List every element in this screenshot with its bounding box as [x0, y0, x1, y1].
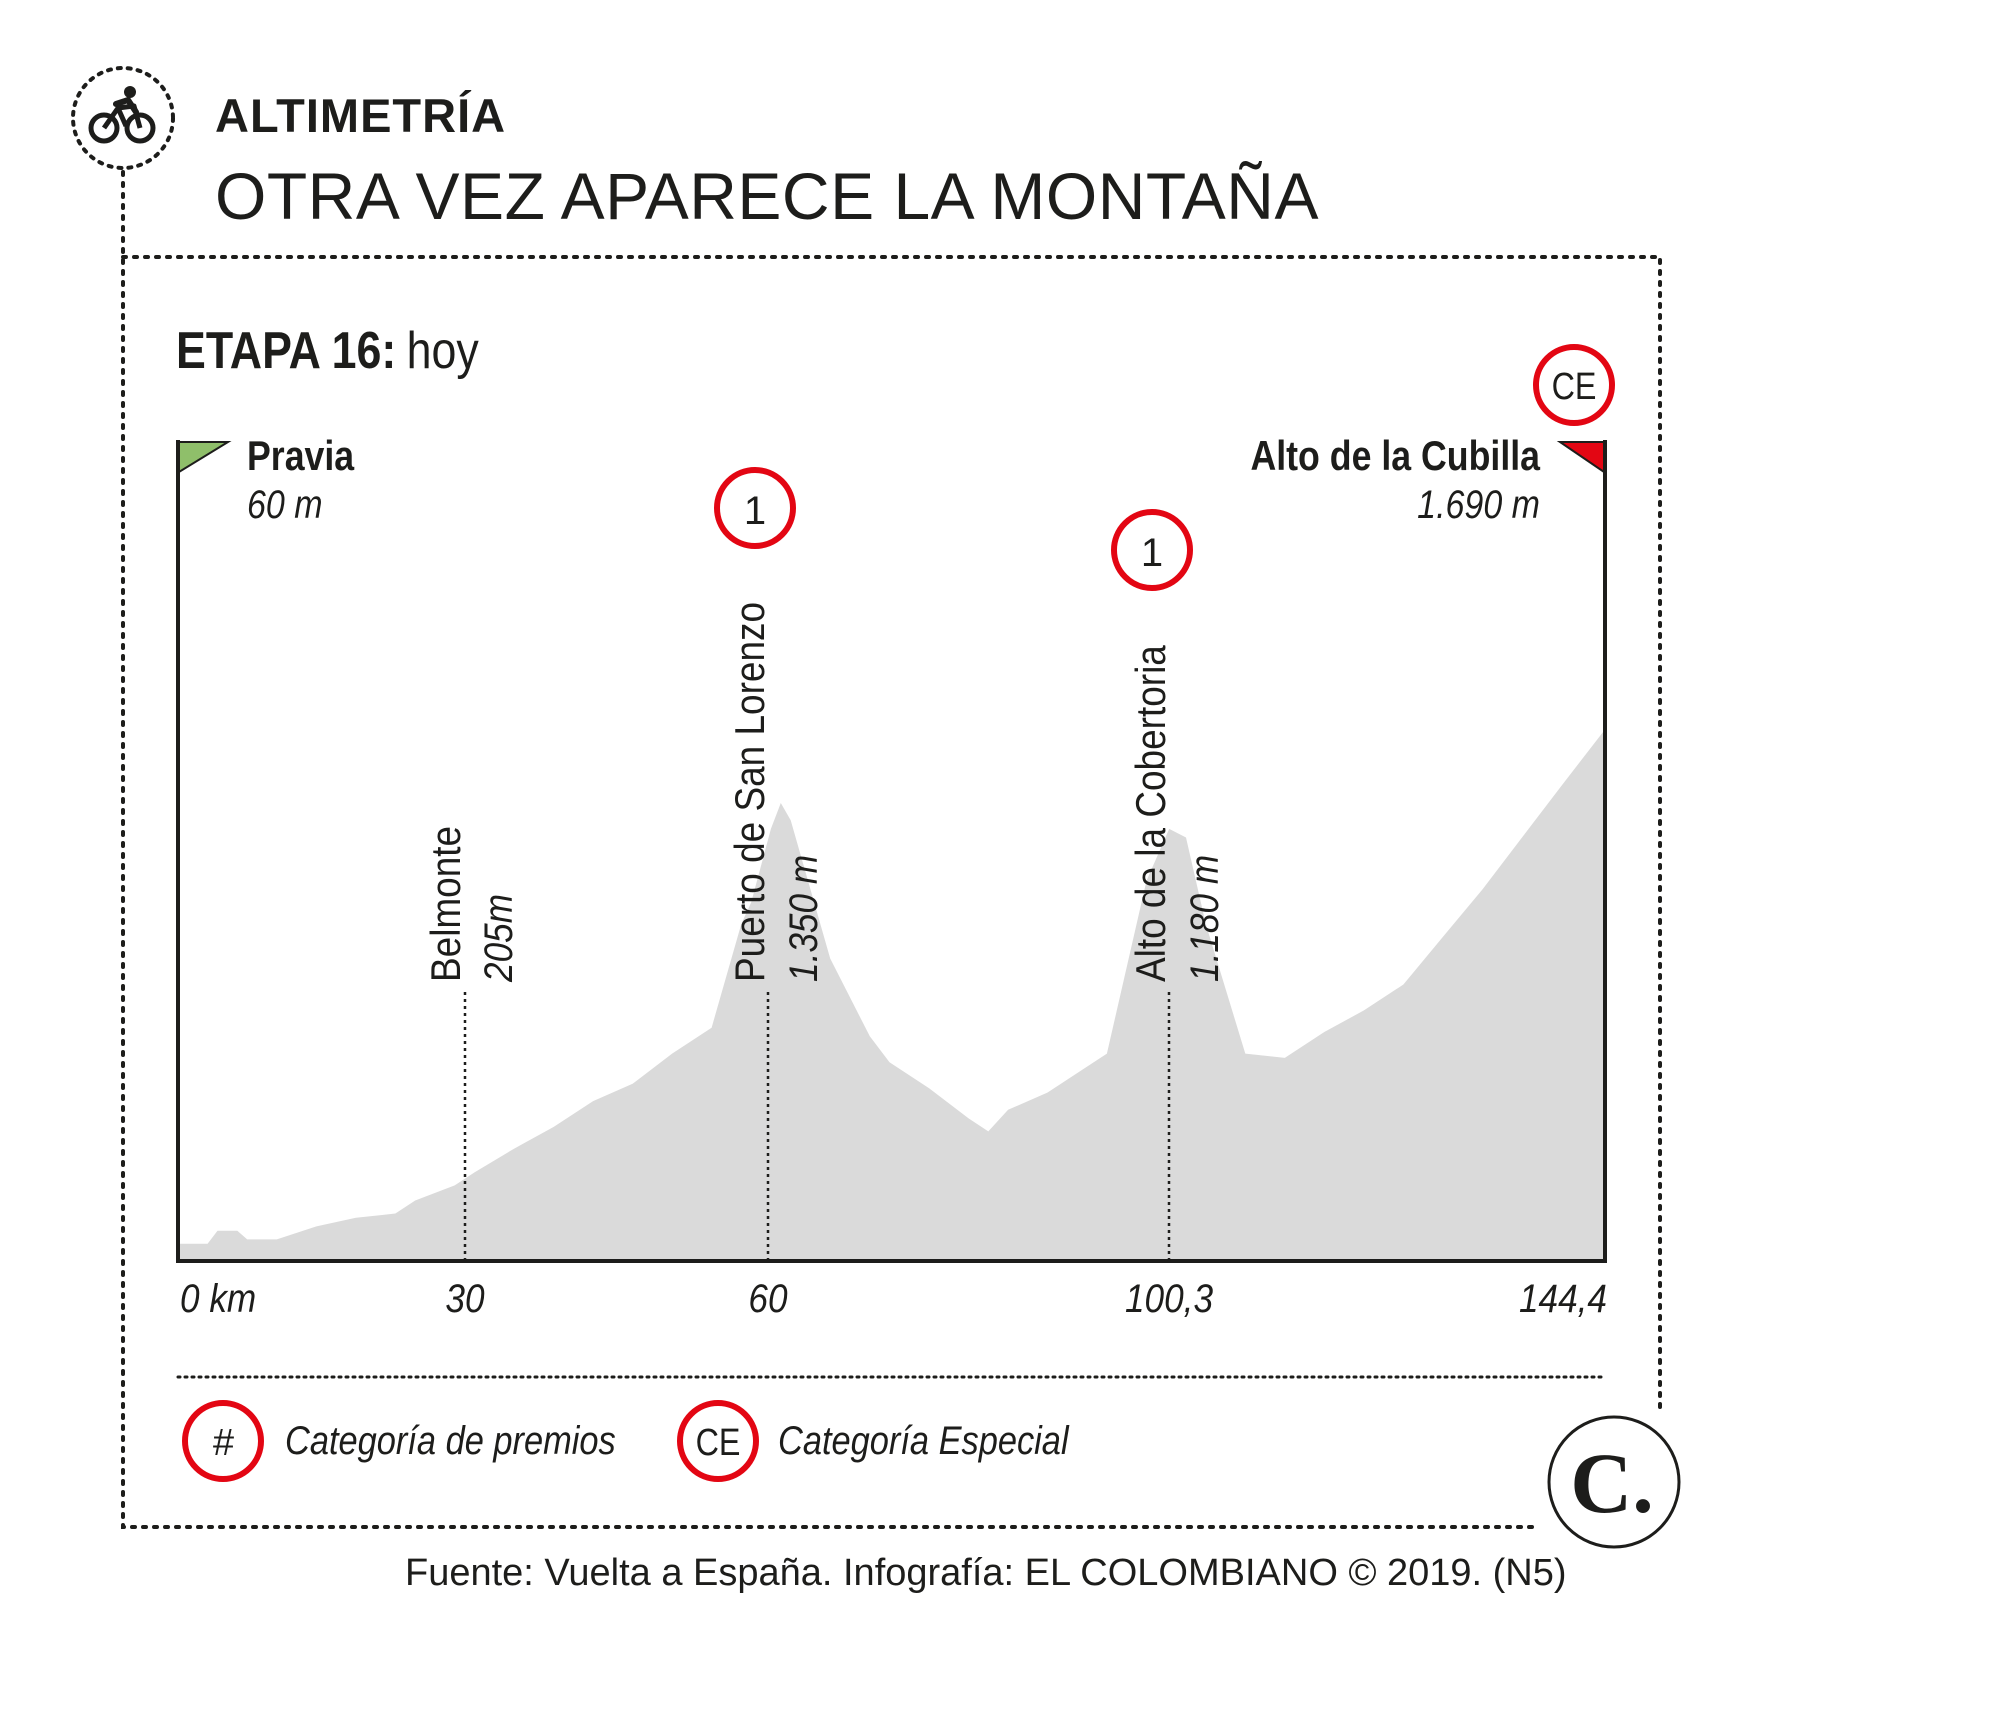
- x-tick-labels: [180, 1276, 1607, 1321]
- stage-label: [176, 322, 479, 380]
- point-name-san-lorenzo: Puerto de San Lorenzo: [726, 601, 774, 982]
- legend-item-special: [680, 1403, 1070, 1479]
- category-badge-san-lorenzo: [717, 470, 793, 546]
- x-tick-0: 0 km: [180, 1275, 257, 1321]
- finish-category-badge: [1536, 347, 1612, 423]
- point-elevation-san-lorenzo: 1.350 m: [780, 854, 826, 982]
- category-text-cobertoria: 1: [1140, 531, 1164, 575]
- start-name: Pravia: [247, 433, 355, 480]
- start-flag: [179, 442, 228, 472]
- headline: OTRA VEZ APARECE LA MONTAÑA: [215, 159, 1319, 233]
- elevation-profile: [178, 730, 1605, 1262]
- legend-label-category: Categoría de premios: [284, 1417, 616, 1463]
- kicker-title: ALTIMETRÍA: [215, 89, 507, 142]
- legend-symbol-ce: CE: [695, 1421, 741, 1464]
- start-elevation: 60 m: [247, 481, 323, 527]
- finish-name: Alto de la Cubilla: [1250, 433, 1541, 480]
- legend-symbol-hash: #: [212, 1422, 234, 1464]
- point-label-belmonte: [423, 826, 521, 983]
- x-tick-60: 60: [748, 1275, 788, 1321]
- brand-logo: [1549, 1417, 1679, 1547]
- point-name-cobertoria: Alto de la Cobertoria: [1127, 645, 1175, 982]
- stage-number: ETAPA 16:: [175, 321, 397, 380]
- cyclist-icon: [73, 68, 173, 168]
- x-tick-100: 100,3: [1124, 1275, 1214, 1321]
- brand-logo-text: C.: [1570, 1435, 1654, 1531]
- x-tick-30: 30: [445, 1275, 485, 1321]
- legend-label-special: Categoría Especial: [777, 1417, 1069, 1463]
- legend-item-category: [185, 1403, 616, 1479]
- point-elevation-cobertoria: 1.180 m: [1181, 854, 1227, 982]
- x-tick-144: 144,4: [1518, 1275, 1607, 1321]
- stage-day: hoy: [406, 321, 479, 380]
- point-elevation-belmonte: 205m: [475, 893, 521, 982]
- finish-flag: [1560, 442, 1604, 472]
- category-badge-cobertoria: [1114, 512, 1190, 588]
- finish-elevation: 1.690 m: [1417, 481, 1541, 527]
- source-credit: Fuente: Vuelta a España. Infografía: EL COLOMBIANO © 2019. (N5): [405, 1552, 1567, 1594]
- point-name-belmonte: Belmonte: [422, 825, 470, 982]
- legend: [185, 1403, 1070, 1479]
- category-text-san-lorenzo: 1: [743, 489, 767, 533]
- finish-category-text: CE: [1551, 365, 1597, 408]
